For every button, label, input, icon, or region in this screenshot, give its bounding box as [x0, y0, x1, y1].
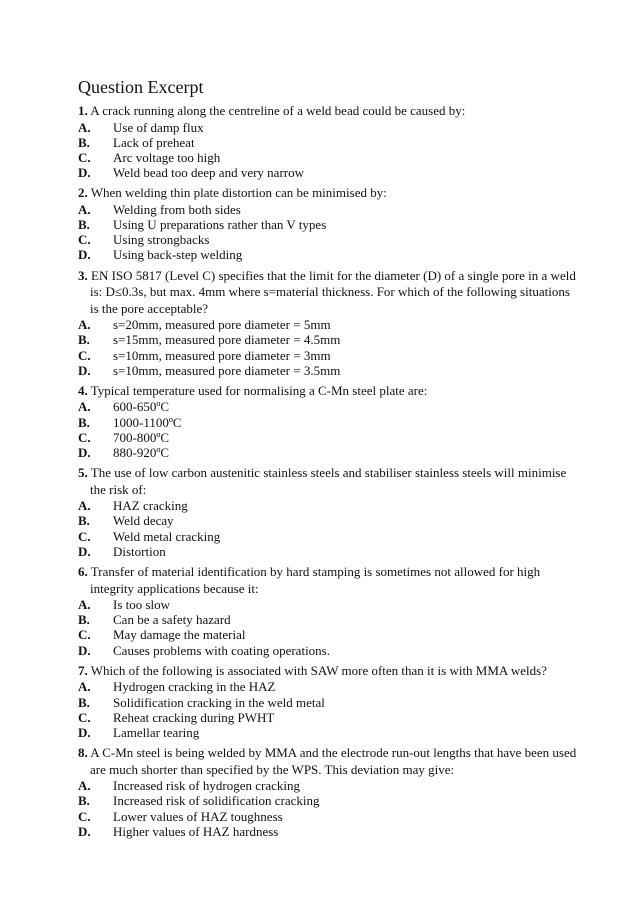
- answer-option: [78, 725, 578, 740]
- option-text: Solidification cracking in the weld metal: [113, 694, 325, 710]
- document-page: [78, 76, 578, 844]
- answer-option: [78, 415, 578, 430]
- option-text: May damage the material: [113, 627, 246, 643]
- answer-option: [78, 695, 578, 710]
- question-block: [78, 103, 578, 180]
- option-letter: A.: [78, 317, 91, 333]
- answer-option: [78, 612, 578, 627]
- option-text: Increased risk of solidification cracking: [113, 793, 320, 809]
- question-text: Transfer of material identification by hard stamping is sometimes not allowed for high integrity applications because it:: [90, 564, 541, 596]
- question-stem: [78, 185, 578, 202]
- question-block: [78, 564, 578, 658]
- option-text: s=10mm, measured pore diameter = 3.5mm: [113, 362, 341, 378]
- question-stem: [78, 383, 578, 400]
- option-letter: B.: [78, 414, 90, 430]
- option-text: Causes problems with coating operations.: [113, 642, 330, 658]
- option-letter: A.: [78, 778, 91, 794]
- option-letter: B.: [78, 612, 90, 628]
- answer-option: [78, 202, 578, 217]
- question-block: [78, 663, 578, 740]
- page-title: Question Excerpt: [78, 77, 204, 97]
- option-letter: D.: [78, 642, 91, 658]
- option-text: Increased risk of hydrogen cracking: [113, 778, 300, 794]
- answer-option: [78, 445, 578, 460]
- question-text: The use of low carbon austenitic stainless steels and stabiliser stainless steels will minimise the risk of:: [90, 465, 567, 497]
- option-text: s=20mm, measured pore diameter = 5mm: [113, 317, 331, 333]
- option-text: 700-800ºC: [113, 429, 170, 445]
- question-number: 8.: [78, 745, 88, 761]
- option-letter: C.: [78, 347, 91, 363]
- option-text: HAZ cracking: [113, 498, 188, 514]
- question-text: EN ISO 5817 (Level C) specifies that the limit for the diameter (D) of a single pore in a weld is: D≤0.3s, but max. 4mm where s=material thickness. For which of the following situations is the pore acceptable?: [90, 267, 576, 316]
- question-number: 3.: [78, 267, 88, 283]
- option-letter: C.: [78, 232, 91, 248]
- option-text: Using back-step welding: [113, 247, 243, 263]
- answer-option: [78, 824, 578, 839]
- answer-option: [78, 120, 578, 135]
- option-text: Arc voltage too high: [113, 149, 221, 165]
- answer-option: [78, 363, 578, 378]
- option-letter: C.: [78, 808, 91, 824]
- question-number: 7.: [78, 662, 88, 678]
- option-letter: A.: [78, 201, 91, 217]
- option-text: Reheat cracking during PWHT: [113, 709, 275, 725]
- question-block: [78, 268, 578, 378]
- option-text: Weld bead too deep and very narrow: [113, 165, 304, 181]
- option-text: Welding from both sides: [113, 201, 241, 217]
- option-letter: C.: [78, 709, 91, 725]
- option-letter: B.: [78, 694, 90, 710]
- question-stem: [78, 745, 578, 778]
- question-stem: [78, 663, 578, 680]
- option-text: Weld decay: [113, 513, 174, 529]
- option-letter: C.: [78, 149, 91, 165]
- option-text: Use of damp flux: [113, 119, 204, 135]
- question-stem: [78, 268, 578, 318]
- option-letter: A.: [78, 597, 91, 613]
- answer-option: [78, 710, 578, 725]
- question-stem: [78, 103, 578, 120]
- option-text: s=15mm, measured pore diameter = 4.5mm: [113, 332, 341, 348]
- option-text: Is too slow: [113, 597, 171, 613]
- option-letter: C.: [78, 528, 91, 544]
- answer-option: [78, 643, 578, 658]
- option-letter: B.: [78, 793, 90, 809]
- option-text: Can be a safety hazard: [113, 612, 231, 628]
- option-letter: A.: [78, 119, 91, 135]
- question-text: A C-Mn steel is being welded by MMA and the electrode run-out lengths that have been used are much shorter than specified by the WPS. This deviation may give:: [90, 745, 577, 777]
- answer-option: [78, 498, 578, 513]
- option-text: 1000-1100ºC: [113, 414, 182, 430]
- option-letter: D.: [78, 823, 91, 839]
- option-text: Lamellar tearing: [113, 724, 200, 740]
- answer-option: [78, 332, 578, 347]
- answer-option: [78, 232, 578, 247]
- option-text: 600-650ºC: [113, 399, 170, 415]
- answer-option: [78, 348, 578, 363]
- question-stem: [78, 564, 578, 597]
- option-letter: B.: [78, 217, 90, 233]
- answer-option: [78, 793, 578, 808]
- question-stem: [78, 465, 578, 498]
- answer-option: [78, 679, 578, 694]
- question-text: Typical temperature used for normalising a C-Mn steel plate are:: [90, 382, 428, 398]
- option-letter: D.: [78, 165, 91, 181]
- option-text: Using strongbacks: [113, 232, 210, 248]
- option-text: Weld metal cracking: [113, 528, 221, 544]
- answer-option: [78, 778, 578, 793]
- answer-option: [78, 317, 578, 332]
- question-text: A crack running along the centreline of a weld bead could be caused by:: [90, 103, 466, 118]
- option-text: 880-920ºC: [113, 445, 170, 461]
- question-number: 6.: [78, 564, 88, 580]
- option-letter: A.: [78, 679, 91, 695]
- answer-option: [78, 165, 578, 180]
- option-letter: B.: [78, 332, 90, 348]
- question-text: Which of the following is associated with SAW more often than it is with MMA welds?: [90, 662, 547, 678]
- question-block: [78, 383, 578, 460]
- answer-option: [78, 150, 578, 165]
- option-letter: C.: [78, 627, 91, 643]
- option-text: Lower values of HAZ toughness: [113, 808, 283, 824]
- option-text: Using U preparations rather than V types: [113, 217, 327, 233]
- option-text: Hydrogen cracking in the HAZ: [113, 679, 276, 695]
- question-block: [78, 745, 578, 839]
- option-text: Lack of preheat: [113, 134, 195, 150]
- question-text: When welding thin plate distortion can be minimised by:: [90, 185, 387, 201]
- option-letter: D.: [78, 362, 91, 378]
- question-number: 5.: [78, 465, 88, 481]
- answer-option: [78, 529, 578, 544]
- option-letter: B.: [78, 513, 90, 529]
- question-list: [78, 103, 578, 839]
- option-letter: A.: [78, 498, 91, 514]
- option-text: s=10mm, measured pore diameter = 3mm: [113, 347, 331, 363]
- question-block: [78, 465, 578, 559]
- question-number: 1.: [78, 103, 88, 118]
- option-text: Distortion: [113, 543, 166, 559]
- question-number: 2.: [78, 185, 88, 201]
- answer-option: [78, 513, 578, 528]
- option-letter: D.: [78, 445, 91, 461]
- question-block: [78, 185, 578, 262]
- answer-option: [78, 430, 578, 445]
- option-letter: C.: [78, 429, 91, 445]
- option-letter: D.: [78, 247, 91, 263]
- answer-option: [78, 135, 578, 150]
- answer-option: [78, 627, 578, 642]
- option-letter: D.: [78, 543, 91, 559]
- answer-option: [78, 399, 578, 414]
- option-letter: B.: [78, 134, 90, 150]
- answer-option: [78, 597, 578, 612]
- option-letter: A.: [78, 399, 91, 415]
- option-letter: D.: [78, 724, 91, 740]
- question-number: 4.: [78, 382, 88, 398]
- answer-option: [78, 544, 578, 559]
- answer-option: [78, 247, 578, 262]
- option-text: Higher values of HAZ hardness: [113, 823, 279, 839]
- answer-option: [78, 809, 578, 824]
- answer-option: [78, 217, 578, 232]
